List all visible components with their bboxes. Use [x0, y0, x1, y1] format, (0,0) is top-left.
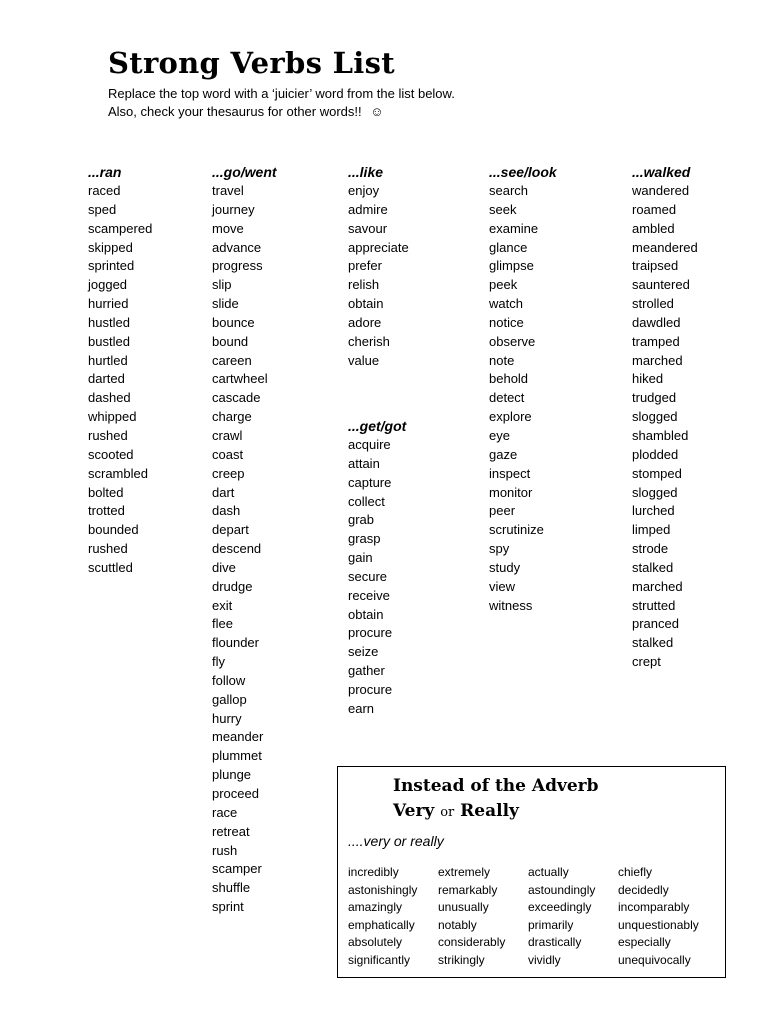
adverb-item: vividly — [528, 952, 561, 967]
column-header: ...see/look — [489, 164, 557, 180]
verb-item: inspect — [489, 465, 531, 481]
verb-item: capture — [348, 474, 392, 490]
adverb-box-title-line-2 — [393, 799, 519, 825]
column-header: ...go/went — [212, 164, 277, 180]
verb-item: view — [489, 578, 516, 594]
verb-item: darted — [88, 371, 125, 387]
adverb-item: incredibly — [348, 865, 399, 879]
adverb-item: decidedly — [618, 882, 669, 897]
verb-item: gaze — [489, 446, 518, 462]
column-go-went — [212, 162, 277, 917]
instruction-line-2-text: Also, check your thesaurus for other words!! — [108, 104, 362, 119]
column-header: ...ran — [88, 164, 122, 180]
verb-item: wandered — [632, 183, 690, 198]
verb-item: ambled — [632, 220, 675, 236]
verb-item: hiked — [632, 371, 664, 387]
adverb-item: considerably — [438, 935, 506, 950]
verb-item: slogged — [632, 409, 678, 425]
verb-item: shambled — [632, 427, 689, 443]
verb-item: explore — [489, 409, 532, 425]
verb-item: meandered — [632, 239, 698, 255]
verb-item: collect — [348, 493, 385, 509]
verb-item: spy — [489, 541, 510, 557]
verb-item: progress — [212, 258, 263, 274]
adverb-item: unusually — [438, 900, 489, 915]
verb-item: note — [489, 352, 515, 368]
verb-item: gather — [348, 663, 385, 679]
verb-item: savour — [348, 220, 388, 236]
adverb-item: emphatically — [348, 917, 415, 932]
verb-item: cherish — [348, 333, 390, 349]
verb-item: pranced — [632, 616, 679, 632]
verb-item: grasp — [348, 531, 381, 547]
verb-item: retreat — [212, 823, 250, 839]
verb-item: obtain — [348, 296, 384, 312]
verb-item: hurry — [212, 710, 242, 726]
verb-item: scooted — [88, 446, 134, 462]
verb-item: travel — [212, 183, 244, 198]
verb-item: move — [212, 220, 244, 236]
column-get-got — [348, 416, 406, 719]
adverb-item: unequivocally — [618, 952, 691, 967]
verb-item: crawl — [212, 427, 243, 443]
verb-item: advance — [212, 239, 262, 255]
verb-item: behold — [489, 371, 529, 387]
verb-item: strode — [632, 541, 669, 557]
adverb-item: primarily — [528, 917, 574, 932]
adverb-item: astonishingly — [348, 882, 418, 897]
verb-item: flee — [212, 616, 233, 632]
smiley-icon: ☺ — [370, 104, 384, 119]
verb-item: jogged — [88, 277, 128, 293]
verb-item: fly — [212, 654, 225, 670]
verb-item: witness — [489, 597, 533, 613]
adverb-item: amazingly — [348, 900, 403, 915]
verb-item: watch — [489, 296, 523, 312]
verb-item: raced — [88, 183, 121, 198]
verb-item: depart — [212, 522, 249, 538]
verb-item: receive — [348, 587, 390, 603]
verb-item: appreciate — [348, 239, 409, 255]
verb-item: bounded — [88, 522, 139, 538]
verb-item: dawdled — [632, 314, 681, 330]
adverb-column-3 — [528, 864, 595, 970]
verb-item: strutted — [632, 597, 676, 613]
verb-item: marched — [632, 352, 683, 368]
adverb-really: Really — [460, 801, 519, 821]
adverb-column-1 — [348, 864, 417, 970]
verb-item: rushed — [88, 427, 128, 443]
verb-item: secure — [348, 568, 388, 584]
verb-item: dashed — [88, 390, 131, 406]
verb-item: slogged — [632, 484, 678, 500]
adverb-item: strikingly — [438, 952, 485, 967]
verb-item: dart — [212, 484, 235, 500]
instruction-line-2 — [108, 103, 384, 120]
verb-item: peek — [489, 277, 518, 293]
verb-item: obtain — [348, 606, 384, 622]
verb-item: dive — [212, 559, 236, 575]
verb-item: strolled — [632, 296, 674, 312]
verb-item: relish — [348, 277, 380, 293]
verb-item: scampered — [88, 220, 153, 236]
column-see-look — [489, 162, 557, 615]
verb-item: proceed — [212, 786, 259, 801]
verb-item: scamper — [212, 861, 262, 877]
column-walked — [632, 162, 698, 672]
verb-item: limped — [632, 522, 671, 538]
adverb-item: incomparably — [618, 900, 690, 915]
verb-item: descend — [212, 541, 262, 557]
verb-item: enjoy — [348, 183, 380, 198]
verb-item: creep — [212, 465, 245, 481]
verb-item: traipsed — [632, 258, 679, 274]
verb-item: acquire — [348, 437, 391, 452]
verb-item: monitor — [489, 484, 533, 500]
verb-item: notice — [489, 314, 524, 330]
verb-item: procure — [348, 681, 393, 697]
verb-item: lurched — [632, 503, 675, 519]
verb-item: stomped — [632, 465, 682, 481]
verb-item: study — [489, 559, 521, 575]
verb-item: meander — [212, 729, 264, 745]
verb-item: bounce — [212, 314, 255, 330]
verb-item: charge — [212, 409, 252, 425]
adverb-or: or — [440, 805, 455, 820]
verb-item: sauntered — [632, 277, 690, 293]
verb-item: scrambled — [88, 465, 148, 481]
adverb-item: unquestionably — [618, 917, 699, 932]
adverb-very: Very — [393, 801, 435, 821]
adverb-item: absolutely — [348, 935, 403, 950]
verb-item: gallop — [212, 691, 247, 707]
verb-item: glimpse — [489, 258, 534, 274]
column-header: ...like — [348, 164, 384, 180]
verb-item: search — [489, 183, 529, 198]
verb-item: observe — [489, 333, 536, 349]
verb-item: bolted — [88, 484, 124, 500]
adverb-item: remarkably — [438, 882, 498, 897]
column-like — [348, 162, 409, 370]
verb-item: bound — [212, 333, 249, 349]
verb-item: tramped — [632, 333, 680, 349]
verb-item: examine — [489, 220, 539, 236]
verb-item: whipped — [88, 409, 137, 425]
verb-item: attain — [348, 455, 380, 471]
column-header: ...walked — [632, 164, 691, 180]
verb-item: plodded — [632, 446, 679, 462]
verb-item: trudged — [632, 390, 677, 406]
adverb-item: extremely — [438, 865, 491, 879]
verb-item: grab — [348, 512, 375, 528]
verb-item: rushed — [88, 541, 128, 557]
verb-item: scuttled — [88, 559, 133, 575]
adverb-item: chiefly — [618, 865, 653, 879]
verb-item: procure — [348, 625, 393, 641]
verb-item: slip — [212, 277, 232, 293]
verb-item: seize — [348, 644, 379, 660]
verb-item: admire — [348, 201, 388, 217]
verb-item: careen — [212, 352, 252, 368]
verb-item: shuffle — [212, 880, 251, 896]
verb-item: journey — [212, 201, 255, 217]
verb-item: rush — [212, 842, 238, 858]
verb-item: gain — [348, 550, 373, 566]
adverb-box — [337, 766, 726, 978]
page-title: Strong Verbs List — [108, 46, 395, 80]
verb-item: race — [212, 804, 238, 820]
verb-item: eye — [489, 427, 510, 443]
column-ran — [88, 162, 152, 578]
verb-item: hurried — [88, 296, 129, 312]
verb-item: flounder — [212, 635, 259, 651]
verb-item: follow — [212, 672, 246, 688]
verb-item: sprint — [212, 899, 244, 915]
adverb-column-2 — [438, 864, 505, 970]
adverb-item: notably — [438, 917, 477, 932]
verb-item: scrutinize — [489, 522, 544, 538]
verb-item: detect — [489, 390, 525, 406]
verb-item: bustled — [88, 333, 130, 349]
verb-item: dash — [212, 503, 241, 519]
verb-item: earn — [348, 700, 375, 716]
verb-item: exit — [212, 597, 233, 613]
verb-item: peer — [489, 503, 516, 519]
adverb-box-title: Instead of the Adverb — [393, 776, 599, 796]
verb-item: hustled — [88, 314, 130, 330]
verb-item: hurtled — [88, 352, 128, 368]
adverb-item: exceedingly — [528, 900, 592, 915]
column-header: ...get/got — [348, 418, 407, 434]
verb-item: cartwheel — [212, 371, 268, 387]
verb-item: adore — [348, 314, 382, 330]
verb-item: prefer — [348, 258, 382, 274]
verb-item: stalked — [632, 559, 674, 575]
verb-item: sprinted — [88, 258, 135, 274]
verb-item: glance — [489, 239, 528, 255]
adverb-item: drastically — [528, 935, 582, 950]
verb-item: drudge — [212, 578, 253, 594]
instruction-line-1: Replace the top word with a ‘juicier’ word from the list below. — [108, 86, 455, 101]
adverb-item: especially — [618, 935, 671, 950]
verb-item: skipped — [88, 239, 133, 255]
verb-item: trotted — [88, 503, 125, 519]
verb-item: cascade — [212, 390, 261, 406]
verb-item: roamed — [632, 201, 677, 217]
adverb-column-4 — [618, 864, 699, 970]
verb-item: marched — [632, 578, 683, 594]
adverb-item: actually — [528, 865, 569, 879]
verb-item: slide — [212, 296, 239, 312]
verb-item: seek — [489, 201, 517, 217]
verb-item: coast — [212, 446, 244, 462]
adverb-item: significantly — [348, 952, 411, 967]
verb-item: value — [348, 352, 380, 368]
verb-item: plummet — [212, 748, 262, 764]
adverb-item: astoundingly — [528, 882, 596, 897]
adverb-box-subheader: ....very or really — [348, 833, 444, 849]
verb-item: sped — [88, 201, 117, 217]
verb-item: stalked — [632, 635, 674, 651]
verb-item: plunge — [212, 767, 252, 783]
verb-item: crept — [632, 654, 661, 670]
